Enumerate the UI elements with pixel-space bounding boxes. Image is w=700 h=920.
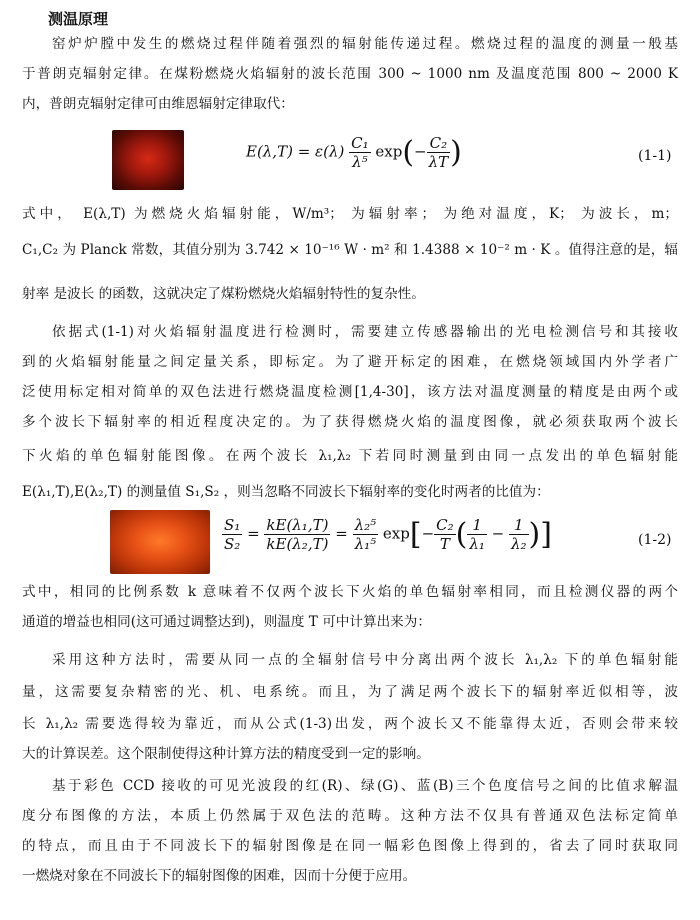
text-line: 射率 是波长 的函数，这就决定了煤粉燃烧火焰辐射特性的复杂性。 (22, 286, 425, 302)
eq2-lambda-numerator: λ₂⁵ (354, 516, 377, 534)
text-line: E(λ₁,T),E(λ₂,T) 的测量值 S₁,S₂ ，则当忽略不同波长下辐射率的变化时两者的比值为： (22, 484, 550, 500)
equation-number: (1-2) (638, 532, 672, 548)
eq2-one: 1 (509, 516, 529, 535)
equation-2: $\frac{\text{S₁}}{\text{S₂}}$ = $\frac{\text{kE(λ₁,T)}}{\text{kE(λ₂,T)}}$ = $\frac{\text{λ₂⁵}}{\text{λ₁⁵}}$ exp[− $\frac{\text{C₂}}{T}$ ( $\frac{1}{\text{λ₁}}$ − $\frac{1}{\text{λ₂}}$ )] (224, 516, 552, 553)
text-line: 量，这需要复杂精密的光、机、电系统。而且，为了满足两个波长下的辐射率近似相等，波 (22, 684, 678, 700)
eq1-denominator: λ⁵ (352, 153, 368, 171)
eq1-inner-denominator: λT (428, 153, 449, 171)
equation-1: E(λ,T) = ε(λ) $\frac{\text{C₁}}{\text{λ⁵}}$ exp(− $\frac{\text{C₂}}{\lambda T}$ ) (246, 134, 462, 171)
eq2-c-denominator: T (439, 535, 450, 553)
text-line: 于普朗克辐射定律。在煤粉燃烧火焰辐射的波长范围 300 ~ 1000 nm 及温度范围 800 ~ 2000 K (22, 66, 678, 82)
eq2-l1: λ₁ (469, 535, 485, 553)
eq1-inner-numerator: C₂ (427, 134, 451, 153)
eq2-lambda-fraction (353, 516, 379, 553)
eq2-s-numerator: S₁ (224, 516, 241, 534)
eq2-k-denominator: kE(λ₂,T) (266, 535, 329, 553)
text-line: 多个波长下辐射率的相近程度决定的。为了获得燃烧火焰的温度图像，就必须获取两个波长 (22, 414, 678, 430)
text-line: 采用这种方法时，需要从同一点的全辐射信号中分离出两个波长 λ₁,λ₂ 下的单色辐射能 (52, 652, 678, 668)
text-line: 内，普朗克辐射定律可由维恩辐射定律取代： (22, 96, 294, 112)
text-line: 一燃烧对象在不同波长下的辐射图像的困难，因而十分便于应用。 (22, 868, 417, 884)
text-line: 到的火焰辐射能量之间定量关系，即标定。为了避开标定的困难，在燃烧领域国内外学者广 (22, 354, 678, 370)
text-line: 泛使用标定相对简单的双色法进行燃烧温度检测[1,4-30]，该方法对温度测量的精度是由两个或 (22, 384, 678, 400)
eq2-l1-fraction (467, 516, 487, 553)
eq2-l2-fraction (509, 516, 529, 553)
text-line: 式中，相同的比例系数 k 意味着不仅两个波长下火焰的单色辐射率相同，而且检测仪器的两个 (22, 584, 678, 600)
eq2-exp: exp (382, 524, 410, 543)
eq2-lambda-denominator: λ₁⁵ (354, 535, 377, 553)
text-line: 下火焰的单色辐射能图像。在两个波长 λ₁,λ₂ 下若同时测量到由同一点发出的单色辐射能 (22, 448, 678, 464)
text-line: 基于彩色 CCD 接收的可见光波段的红(R)、绿(G)、蓝(B)三个色度信号之间的比值求解温 (52, 778, 678, 794)
flame-image (110, 510, 210, 574)
text-line: 通道的增益也相同(这可通过调整达到)，则温度 T 可中计算出来为： (22, 614, 431, 630)
eq1-exp: exp (375, 142, 403, 161)
eq2-c-fraction (434, 516, 456, 553)
eq1-numerator: C₁ (351, 134, 369, 152)
eq1-inner-fraction (427, 134, 451, 171)
eq2-k-fraction (264, 516, 330, 553)
flame-image (112, 130, 184, 190)
eq2-s-denominator: S₂ (224, 535, 241, 553)
text-line: C₁,C₂ 为 Planck 常数，其值分别为 3.742 × 10⁻¹⁶ W · m² 和 1.4388 × 10⁻² m · K 。值得注意的是，辐 (22, 242, 678, 258)
equation-number: (1-1) (638, 148, 672, 164)
section-title: 测温原理 (48, 10, 109, 28)
eq2-k-numerator: kE(λ₁,T) (266, 516, 329, 534)
text-line: 式中， E(λ,T) 为燃烧火焰辐射能，W/m³； 为辐射率； 为绝对温度，K； 为波长，m； (22, 206, 678, 222)
eq2-one: 1 (467, 516, 487, 535)
eq1-lhs: E(λ,T) = ε(λ) (246, 142, 345, 161)
text-line: 的特点，而且由于不同波长下的辐射图像是在同一幅彩色图像上得到的，省去了同时获取同 (22, 838, 678, 854)
eq2-s-fraction (222, 516, 242, 553)
eq2-l2: λ₂ (511, 535, 527, 553)
text-line: 度分布图像的方法，本质上仍然属于双色法的范畴。这种方法不仅具有普通双色法标定简单 (22, 808, 678, 824)
eq1-fraction (349, 134, 371, 171)
eq2-c-numerator: C₂ (436, 516, 454, 534)
text-line: 长 λ₁,λ₂ 需要选得较为靠近，而从公式(1-3)出发，两个波长又不能靠得太近，否则会带来较 (22, 716, 678, 732)
text-line: 大的计算误差。这个限制使得这种计算方法的精度受到一定的影响。 (22, 746, 430, 762)
text-line: 依据式(1-1)对火焰辐射温度进行检测时，需要建立传感器输出的光电检测信号和其接收 (52, 324, 678, 340)
text-line: 窑炉炉膛中发生的燃烧过程伴随着强烈的辐射能传递过程。燃烧过程的温度的测量一般基 (52, 36, 678, 52)
